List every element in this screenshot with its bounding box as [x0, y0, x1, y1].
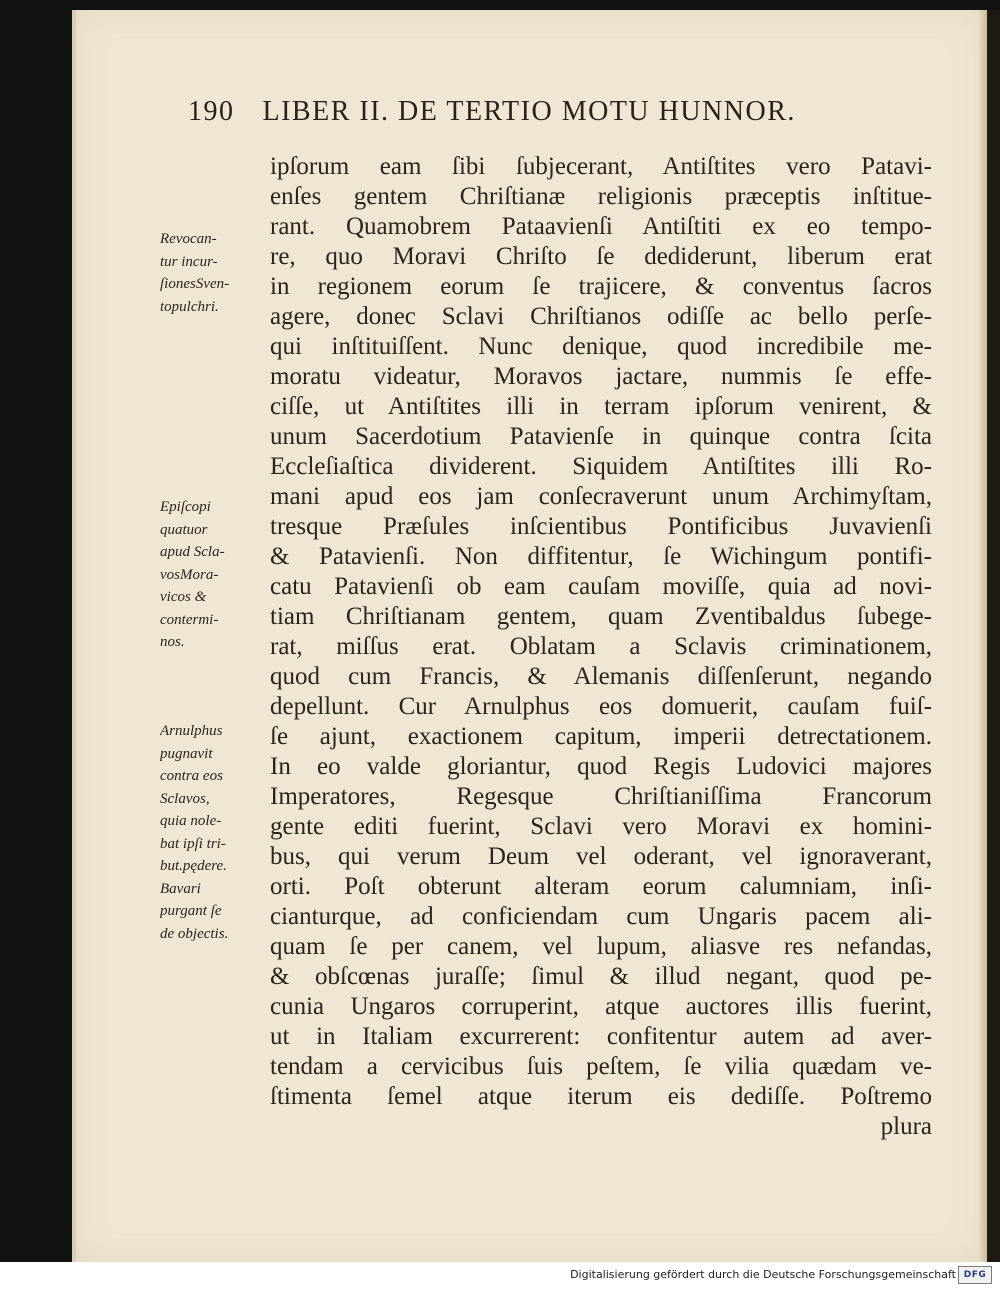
text-line: & obſcœnas juraſſe; ſimul & illud negant, quod pe-: [270, 963, 932, 990]
main-text-block: [270, 152, 932, 1142]
margin-note-line: ſionesSven-: [160, 276, 230, 292]
margin-note-line: purgant ſe: [160, 903, 222, 919]
digitization-footer: [0, 1262, 1000, 1289]
text-line: In eo valde gloriantur, quod Regis Ludovici majores: [270, 753, 932, 780]
margin-note-line: contra eos: [160, 768, 223, 784]
text-line: plura: [880, 1113, 932, 1140]
book-fore-edge-shadow: [987, 10, 1000, 1262]
margin-note-line: pugnavit: [160, 745, 213, 762]
text-line: ſe ajunt, exactionem capitum, imperii detrectationem.: [270, 723, 932, 750]
text-line: quod cum Francis, & Alemanis diſſenſerunt, negando: [270, 663, 932, 690]
margin-note-line: vosMora-: [160, 566, 219, 583]
margin-note-revocantur: [160, 228, 268, 318]
text-line: tresque Præſules inſcientibus Pontificibus Juvavienſi: [270, 513, 932, 540]
running-head-title: LIBER II. DE TERTIO MOTU HUNNOR.: [262, 96, 796, 127]
margin-note-line: but.pędere.: [160, 858, 227, 874]
text-line: moratu videatur, Moravos jactare, nummis ſe effe-: [270, 363, 932, 390]
margin-note-line: quatuor: [160, 521, 208, 538]
text-line: quam ſe per canem, vel lupum, aliasve res nefandas,: [270, 933, 932, 960]
margin-note-line: Sclavos,: [160, 790, 210, 807]
text-line: ſtimenta ſemel atque iterum eis dediſſe. Poſtremo: [270, 1083, 932, 1110]
text-line: rat, miſſus erat. Oblatam a Sclavis criminationem,: [270, 633, 932, 660]
margin-note-line: de objectis.: [160, 925, 229, 942]
text-line: re, quo Moravi Chriſto ſe dediderunt, liberum erat: [270, 243, 932, 270]
margin-note-line: topulchri.: [160, 298, 219, 315]
text-line: tiam Chriſtianam gentem, quam Zventibaldus ſubege-: [270, 603, 932, 630]
text-line: ut in Italiam excurrerent: confitentur autem ad aver-: [270, 1023, 932, 1050]
margin-note-line: tur incur-: [160, 253, 218, 270]
text-line: enſes gentem Chriſtianæ religionis præceptis inſtitue-: [270, 183, 932, 210]
text-line: mani apud eos jam conſecraverunt unum Archimyſtam,: [270, 483, 932, 510]
page-left-edge: [72, 10, 76, 1262]
text-line: Eccleſiaſtica dividerent. Siquidem Antiſtites illi Ro-: [270, 453, 932, 480]
text-line: gente editi fuerint, Sclavi vero Moravi ex homini-: [270, 813, 932, 840]
margin-note-episcopi: [160, 496, 268, 654]
margin-note-line: bat ipſi tri-: [160, 835, 226, 852]
text-line: Imperatores, Regesque Chriſtianiſſima Francorum: [270, 783, 932, 810]
margin-note-line: quia nole-: [160, 813, 222, 829]
text-line: tendam a cervicibus ſuis peſtem, ſe vilia quædam ve-: [270, 1053, 932, 1080]
funding-credit: Digitalisierung gefördert durch die Deutsche Forschungsgemeinschaft: [570, 1268, 956, 1281]
margin-note-line: contermi-: [160, 611, 219, 628]
margin-note-line: Revocan-: [160, 231, 217, 247]
text-line: catu Patavienſi ob eam cauſam moviſſe, quia ad novi-: [270, 573, 932, 600]
text-line: in regionem eorum ſe trajicere, & conventus ſacros: [270, 273, 932, 300]
text-line: depellunt. Cur Arnulphus eos domuerit, cauſam fuiſ-: [270, 693, 932, 720]
margin-note-line: apud Scla-: [160, 544, 225, 560]
text-line: rant. Quamobrem Pataavienſi Antiſtiti ex eo tempo-: [270, 213, 932, 240]
running-head: [188, 96, 848, 140]
margin-note-line: Arnulphus: [160, 723, 223, 739]
text-line: agere, donec Sclavi Chriſtianos odiſſe ac bello perſe-: [270, 303, 932, 330]
text-line: cunia Ungaros corruperint, atque auctores illis fuerint,: [270, 993, 932, 1020]
text-line: bus, qui verum Deum vel oderant, vel ignoraverant,: [270, 843, 932, 870]
page-right-edge: [979, 10, 987, 1262]
margin-note-line: nos.: [160, 634, 185, 650]
text-line: ciſſe, ut Antiſtites illi in terram ipſorum venirent, &: [270, 393, 932, 420]
margin-note-line: Bavari: [160, 880, 201, 897]
margin-note-arnulphus: [160, 720, 268, 945]
text-line: & Patavienſi. Non diffitentur, ſe Wichingum pontifi-: [270, 543, 932, 570]
text-line: orti. Poſt obterunt alteram eorum calumniam, inſi-: [270, 873, 932, 900]
dfg-logo: DFG: [958, 1266, 992, 1284]
margin-note-line: vicos &: [160, 589, 207, 605]
text-line: qui inſtituiſſent. Nunc denique, quod incredibile me-: [270, 333, 932, 360]
page-number: 190: [188, 96, 235, 127]
text-line: cianturque, ad conficiendam cum Ungaris pacem ali-: [270, 903, 932, 930]
text-line: unum Sacerdotium Patavienſe in quinque contra ſcita: [270, 423, 932, 450]
margin-note-line: Epiſcopi: [160, 499, 211, 515]
text-line: ipſorum eam ſibi ſubjecerant, Antiſtites vero Patavi-: [270, 153, 932, 180]
